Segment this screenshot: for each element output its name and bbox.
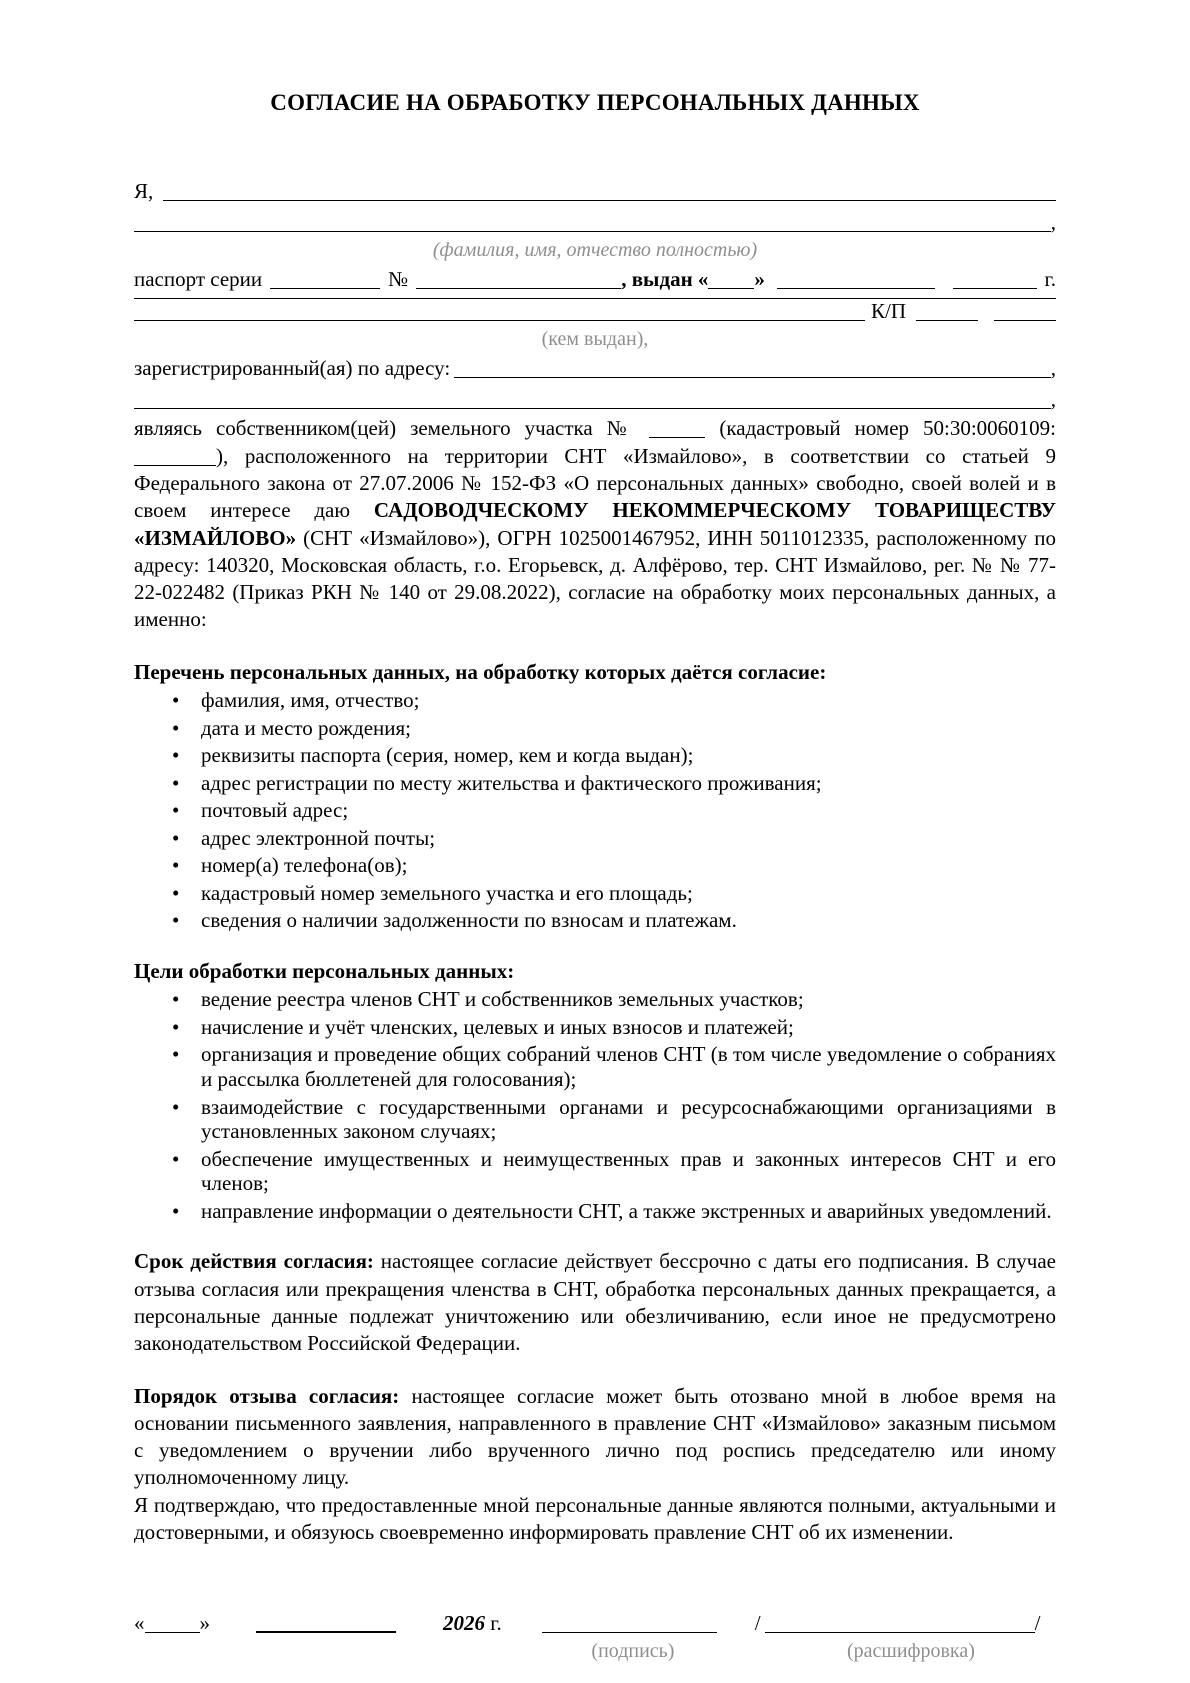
list-item-text: фамилия, имя, отчество; — [201, 687, 420, 712]
consent-part4: (СНТ «Измайлово»), ОГРН 1025001467952, ИНН 5011012335, расположенному по адресу: 140320, Московская область, г.о. Егорьевск, д. Алфёрово, тер. СНТ Измайлово, рег. № № 77-22-022482 (Приказ РКН № 140 от 29.08.2022), согласие на обработку моих персональных данных, а именно: — [134, 525, 1056, 632]
consent-part2: (кадастровый номер 50:30:0060109: — [719, 416, 1056, 441]
personal-data-heading: Перечень персональных данных, на обработку которых даётся согласие: — [134, 659, 827, 684]
list-item-text: адрес электронной почты; — [201, 825, 436, 850]
signature-blank — [542, 1632, 717, 1633]
validity-text: настоящее согласие действует бессрочно с даты его подписания. В случае отзыва согласия или прекращения членства в СНТ, обработка персональных данных прекращается, а персональные данные подлежат уничтожению или обезличиванию, если иное не предусмотрено законодательством Российской Федерации. — [134, 1249, 1056, 1356]
name-decipher-blank — [765, 1632, 1035, 1633]
withdrawal-lead: Порядок отзыва согласия: — [134, 1383, 400, 1408]
list-item — [134, 1042, 1056, 1091]
signature-row — [134, 1608, 1056, 1639]
list-item-text: дата и место рождения; — [201, 715, 412, 740]
year-label: г. — [490, 1611, 502, 1636]
confirmation-paragraph: Я подтверждаю, что предоставленные мной персональные данные являются полными, актуальными и достоверными, и обязуюсь своевременно информировать правление СНТ об их изменении. — [134, 1492, 1056, 1545]
issue-month-blank — [777, 288, 935, 289]
bullet-icon: • — [172, 1042, 180, 1067]
validity-lead: Срок действия согласия: — [134, 1249, 374, 1274]
list-item — [134, 826, 1056, 851]
kp-label: К/П — [870, 299, 906, 324]
bullet-icon: • — [172, 987, 180, 1012]
list-item — [134, 716, 1056, 741]
list-item — [134, 1147, 1056, 1196]
bullet-icon: • — [172, 798, 180, 823]
purposes-heading: Цели обработки персональных данных: — [134, 959, 515, 984]
list-item — [134, 853, 1056, 878]
list-item — [134, 1199, 1056, 1224]
list-item-text: обеспечение имущественных и неимущественных прав и законных интересов СНТ и его членов; — [201, 1146, 1056, 1196]
consent-paragraph — [134, 415, 1056, 633]
slash-end: / — [1034, 1611, 1041, 1636]
bullet-icon: • — [172, 908, 180, 933]
full-name-blank-1 — [163, 200, 1056, 201]
list-item-text: почтовый адрес; — [201, 798, 349, 823]
bullet-icon: • — [172, 770, 180, 795]
issue-day-blank — [708, 288, 754, 289]
list-item — [134, 1015, 1056, 1040]
bullet-icon: • — [172, 880, 180, 905]
withdrawal-paragraph — [134, 1383, 1056, 1492]
list-item — [134, 987, 1056, 1012]
bullet-icon: • — [172, 715, 180, 740]
plot-number-blank — [649, 437, 705, 438]
list-item-text: адрес регистрации по месту жительства и фактического проживания; — [201, 770, 822, 795]
full-name-blank-2 — [134, 231, 1051, 232]
slash: / — [754, 1611, 761, 1636]
bullet-icon: • — [172, 1146, 180, 1171]
passport-issued-label: , выдан « — [621, 267, 709, 292]
bullet-icon: • — [172, 1094, 180, 1119]
fio-hint: (фамилия, имя, отчество полностью) — [432, 239, 758, 262]
address-blank-1 — [454, 377, 1051, 378]
list-item-text: кадастровый номер земельного участка и его площадь; — [201, 880, 693, 905]
consent-part3: ), расположенного на территории СНТ «Измайлово», в соответствии со статьей 9 Федерального закона от 27.07.2006 № 152-ФЗ «О персональных данных» свободно, своей волей и в своем интересе даю — [134, 443, 1056, 523]
org-name-bold: САДОВОДЧЕСКОМУ НЕКОММЕРЧЕСКОМУ ТОВАРИЩЕСТВУ «ИЗМАЙЛОВО» — [134, 498, 1056, 550]
list-item-text: ведение реестра членов СНТ и собственников земельных участков; — [201, 987, 804, 1012]
list-item-text: сведения о наличии задолженности по взносам и платежам. — [201, 908, 737, 933]
issue-year-blank — [953, 288, 1037, 289]
validity-paragraph — [134, 1248, 1056, 1357]
issuer-blank-1 — [134, 298, 1056, 299]
name-hint: (расшифровка) — [847, 1640, 975, 1663]
passport-no-label: № — [388, 267, 409, 292]
passport-issued-quote-close: » — [754, 267, 765, 292]
list-item — [134, 688, 1056, 713]
bullet-icon: • — [172, 1014, 180, 1039]
doc-title: СОГЛАСИЕ НА ОБРАБОТКУ ПЕРСОНАЛЬНЫХ ДАННЫХ — [270, 90, 920, 115]
sign-day-blank — [145, 1632, 200, 1633]
list-item — [134, 771, 1056, 796]
list-item — [134, 1095, 1056, 1144]
list-item-text: номер(а) телефона(ов); — [201, 853, 408, 878]
issued-by-hint: (кем выдан), — [541, 328, 649, 351]
list-item — [134, 798, 1056, 823]
withdrawal-text: настоящее согласие может быть отозвано мной в любое время на основании письменного заявления, направленного в правление СНТ «Измайлово» заказным письмом с уведомлением о вручении либо врученного лично под роспись председателю или иному уполномоченному лицу. — [134, 1383, 1057, 1490]
form-row-passport — [134, 264, 1056, 295]
passport-number-blank — [416, 288, 621, 289]
bullet-icon: • — [172, 743, 180, 768]
form-row-name-2 — [134, 207, 1056, 238]
issuer-blank-2 — [134, 320, 865, 321]
list-item-text: реквизиты паспорта (серия, номер, кем и когда выдан); — [201, 743, 694, 768]
signature-block — [134, 1608, 1056, 1665]
i-label: Я, — [134, 178, 154, 203]
bullet-icon: • — [172, 687, 180, 712]
sign-year — [443, 1608, 502, 1639]
date-quote-close: » — [199, 1611, 210, 1636]
signature-hints-row — [134, 1639, 1056, 1665]
kp-blank-1 — [916, 320, 978, 321]
personal-data-list — [134, 688, 1056, 933]
list-item — [134, 881, 1056, 906]
list-item-text: взаимодействие с государственными органами и ресурсоснабжающими организациями в установленных законом случаях; — [201, 1094, 1056, 1144]
passport-series-label: паспорт серии — [134, 267, 263, 292]
comma-after-address: , — [1050, 356, 1056, 381]
kp-blank-2 — [994, 320, 1056, 321]
form-row-name — [134, 176, 1056, 207]
list-item-text: организация и проведение общих собраний членов СНТ (в том числе уведомление о собраниях и рассылка бюллетеней для голосования); — [201, 1042, 1056, 1091]
sign-month-blank — [256, 1631, 396, 1633]
bullet-icon: • — [172, 825, 180, 850]
address-label: зарегистрированный(ая) по адресу: — [134, 356, 451, 381]
comma-after-name: , — [1050, 209, 1056, 234]
comma-after-address-2: , — [1050, 387, 1056, 412]
list-item — [134, 908, 1056, 933]
passport-year-label: г. — [1044, 267, 1056, 292]
bullet-icon: • — [172, 853, 180, 878]
address-blank-2 — [134, 408, 1051, 409]
bullet-icon: • — [172, 1198, 180, 1223]
consent-part1: являясь собственником(цей) земельного участка № — [134, 416, 636, 441]
list-item-text: начисление и учёт членских, целевых и иных взносов и платежей; — [201, 1014, 794, 1039]
sign-hint: (подпись) — [591, 1640, 675, 1663]
date-quote-open: « — [134, 1611, 145, 1636]
form-row-address-2 — [134, 384, 1056, 415]
passport-series-blank — [270, 288, 380, 289]
purposes-list — [134, 987, 1056, 1223]
year-value: 2026 — [443, 1611, 485, 1636]
form-row-address — [134, 353, 1056, 384]
cadastre-blank — [134, 465, 216, 466]
list-item — [134, 743, 1056, 768]
list-item-text: направление информации о деятельности СНТ, а также экстренных и аварийных уведомлений. — [201, 1198, 1052, 1223]
form-row-kp — [134, 296, 1056, 327]
